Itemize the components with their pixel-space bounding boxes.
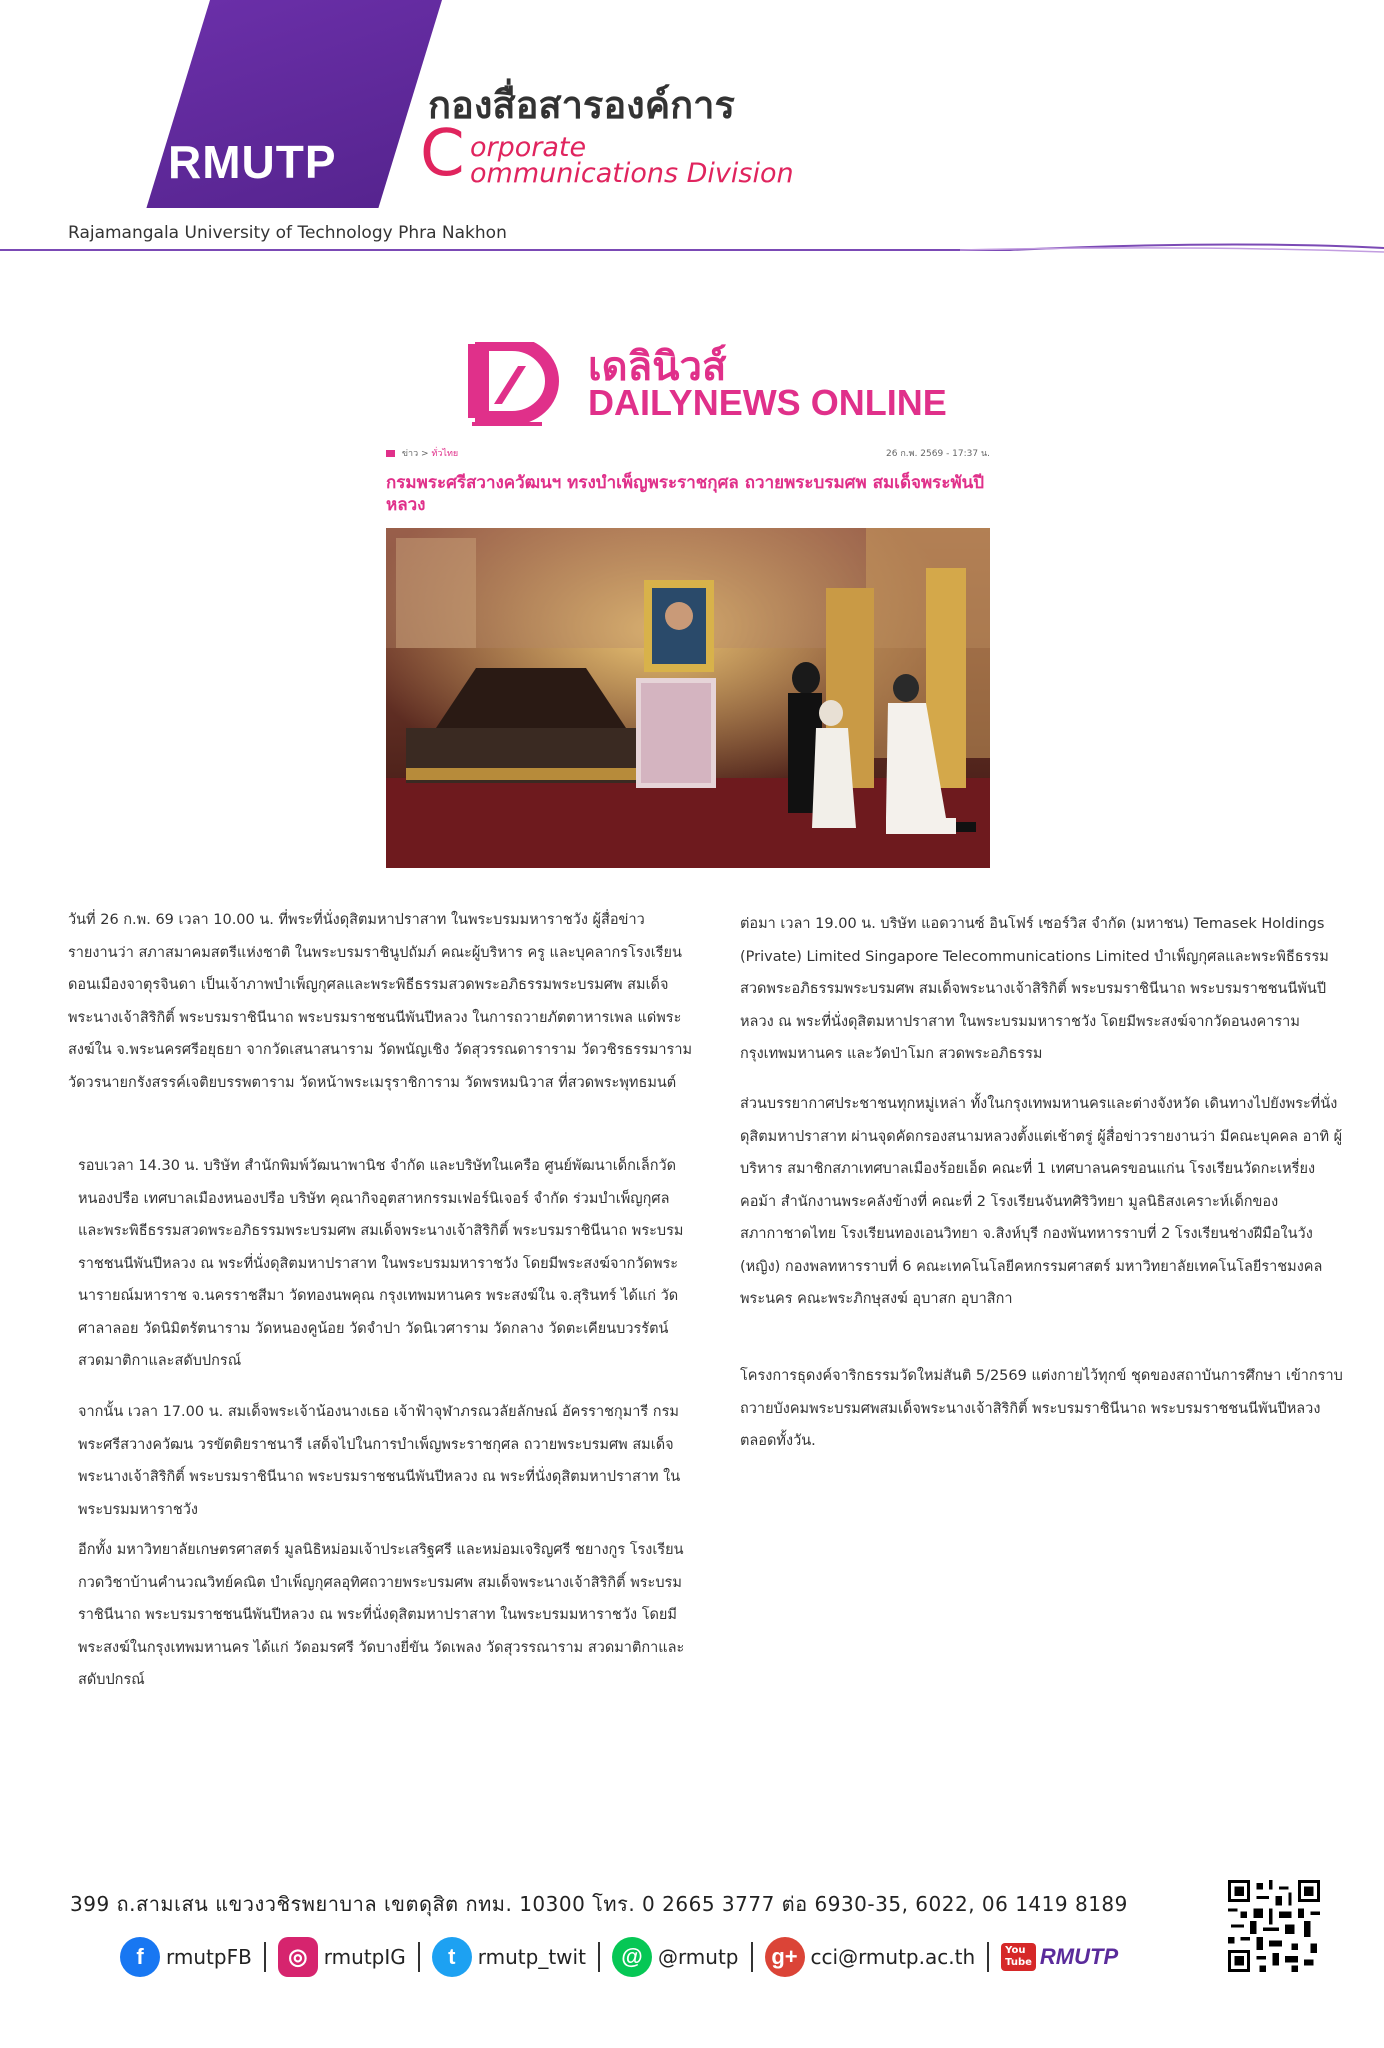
twitter-handle: rmutp_twit <box>477 1945 586 1969</box>
youtube-icon <box>1001 1943 1036 1971</box>
breadcrumb-category[interactable]: ทั่วไทย <box>431 449 459 459</box>
divider <box>264 1942 266 1972</box>
article-paragraph <box>68 904 694 1099</box>
divider <box>987 1942 989 1972</box>
division-name-thai: กองสื่อสารองค์การ <box>428 83 735 127</box>
paragraph-text: อีกทั้ง มหาวิทยาลัยเกษตรศาสตร์ มูลนิธิหม่อมเจ้าประเสริฐศรี และหม่อมเจริญศรี ชยางกูร โรงเรียนกวดวิชาบ้านคำนวณวิทย์คณิต บำเพ็ญกุศลอุทิศถวายพระบรมศพ สมเด็จพระนางเจ้าสิริกิติ์ พระบรมราชินีนาถ พระบรมราชชนนีพันปีหลวง ณ พระที่นั่งดุสิตมหาปราสาท ในพระบรมมหาราชวัง โดยมีพระสงฆ์ในกรุงเทพมหานคร ได้แก่ วัดอมรศรี วัดบางยี่ขัน วัดเพลง วัดสุวรรณาราม สวดมาติกาและสดับปกรณ์ <box>78 1542 685 1688</box>
line-handle: @rmutp <box>657 1945 739 1969</box>
divider <box>751 1942 753 1972</box>
line-link[interactable] <box>612 1937 739 1977</box>
letterhead <box>0 0 1384 260</box>
facebook-icon: f <box>120 1937 160 1977</box>
breadcrumb-separator: > <box>421 449 429 459</box>
email-address: cci@rmutp.ac.th <box>810 1945 976 1969</box>
article-paragraph <box>78 1396 694 1526</box>
instagram-link[interactable] <box>278 1937 406 1977</box>
footer-address: 399 ถ.สามเสน แขวงวชิรพยาบาล เขตดุสิต กทม. 10300 โทร. 0 2665 3777 ต่อ 6930-35, 6022, 06 1419 8189 <box>70 1892 1128 1916</box>
facebook-link[interactable] <box>120 1937 252 1977</box>
breadcrumb-home[interactable]: ข่าว <box>401 449 419 459</box>
article-paragraph <box>78 1150 694 1378</box>
twitter-icon: t <box>432 1937 472 1977</box>
twitter-link[interactable] <box>432 1937 586 1977</box>
youtube-icon-bottom: Tube <box>1005 1957 1032 1968</box>
breadcrumb <box>386 446 990 460</box>
header-swoosh <box>0 0 1384 260</box>
divider <box>598 1942 600 1972</box>
facebook-handle: rmutpFB <box>166 1945 252 1969</box>
social-links <box>120 1932 1118 1982</box>
university-name: Rajamangala University of Technology Phra Nakhon <box>68 223 507 243</box>
qr-code-icon[interactable] <box>1228 1880 1320 1972</box>
paragraph-text: วันที่ 26 ก.พ. 69 เวลา 10.00 น. ที่พระที่นั่งดุสิตมหาปราสาท ในพระบรมมหาราชวัง ผู้สื่อข่าวรายงานว่า สภาสมาคมสตรีแห่งชาติ ในพระบรมราชินูปถัมภ์ คณะผู้บริหาร ครู และบุคลากรโรงเรียนดอนเมืองจาตุรจินดา เป็นเจ้าภาพบำเพ็ญกุศลและพระพิธีธรรมสวดพระอภิธรรมพระบรมศพ สมเด็จพระนางเจ้าสิริกิติ์ พระบรมราชินีนาถ พระบรมราชชนนีพันปีหลวง ในการถวายภัตตาหารเพล แด่พระสงฆ์ใน จ.พระนครศรีอยุธยา จากวัดเสนาสนาราม วัดพนัญเชิง วัดสุวรรณดาราราม วัดวชิรธรรมาราม วัดวรนายกรังสรรค์เจติยบรรพตาราม วัดหน้าพระเมรุราชิการาม วัดพรหมนิวาส ที่สวดพระพุทธมนต์ <box>68 912 693 1091</box>
article-paragraph <box>78 1534 694 1697</box>
instagram-handle: rmutpIG <box>323 1945 406 1969</box>
source-name-thai: เดลินิวส์ <box>588 344 727 390</box>
line-icon: @ <box>612 1937 652 1977</box>
instagram-icon: ◎ <box>278 1937 318 1977</box>
article-date: 26 ก.พ. 2569 - 17:37 น. <box>886 449 990 459</box>
youtube-icon-top: You <box>1005 1945 1026 1956</box>
paragraph-text: ส่วนบรรยากาศประชาชนทุกหมู่เหล่า ทั้งในกรุงเทพมหานครและต่างจังหวัด เดินทางไปยังพระที่นั่งดุสิตมหาปราสาท ผ่านจุดคัดกรองสนามหลวงตั้งแต่เช้าตรู่ ผู้สื่อข่าวรายงานว่า มีคณะบุคคล อาทิ ผู้บริหาร สมาชิกสภาเทศบาลเมืองร้อยเอ็ด คณะที่ 1 เทศบาลนครขอนแก่น โรงเรียนวัดกะเหรี่ยงคอม้า สำนักงานพระคลังข้างที่ คณะที่ 2 โรงเรียนจันทศิริวิทยา มูลนิธิสงเคราะห์เด็กของสภากาชาดไทย โรงเรียนทองเอนวิทยา จ.สิงห์บุรี กองพันทหารราบที่ 2 โรงเรียนช่างฝีมือในวัง (หญิง) กองพลทหารราบที่ 6 คณะเทคโนโลยีคหกรรมศาสตร์ มหาวิทยาลัยเทคโนโลยีราชมงคลพระนคร คณะพระภิกษุสงฆ์ อุบาสก อุบาสิกา <box>740 1096 1343 1307</box>
divider <box>418 1942 420 1972</box>
paragraph-text: จากนั้น เวลา 17.00 น. สมเด็จพระเจ้าน้องนางเธอ เจ้าฟ้าจุฬาภรณวลัยลักษณ์ อัครราชกุมารี กรมพระศรีสวางควัฒน วรขัตติยราชนารี เสด็จไปในการบำเพ็ญพระราชกุศล ถวายพระบรมศพ สมเด็จพระนางเจ้าสิริกิติ์ พระบรมราชินีนาถ พระบรมราชชนนีพันปีหลวง ณ พระที่นั่งดุสิตมหาปราสาท ในพระบรมมหาราชวัง <box>78 1404 681 1518</box>
dailynews-logo-icon <box>466 342 562 428</box>
paragraph-text: โครงการธุดงค์จาริกธรรมวัดใหม่สันติ 5/2569 แต่งกายไว้ทุกข์ ชุดของสถาบันการศึกษา เข้ากราบถวายบังคมพระบรมศพสมเด็จพระนางเจ้าสิริกิติ์ พระบรมราชินีนาถ พระบรมราชชนนีพันปีหลวง ตลอดทั้งวัน. <box>740 1368 1343 1449</box>
paragraph-text: ต่อมา เวลา 19.00 น. บริษัท แอดวานซ์ อินโฟร์ เซอร์วิส จำกัด (มหาชน) Temasek Holdings (Private) Limited Singapore Telecommunications Limited บำเพ็ญกุศลและพระพิธีธรรมสวดพระอภิธรรมพระบรมศพ สมเด็จพระนางเจ้าสิริกิติ์ พระบรมราชินีนาถ พระบรมราชชนนีพันปีหลวง ณ พระที่นั่งดุสิตมหาปราสาท ในพระบรมมหาราชวัง โดยมีพระสงฆ์จากวัดอนงคาราม กรุงเทพมหานคร และวัดป่าโมก สวดพระอภิธรรม <box>740 916 1329 1062</box>
email-link[interactable] <box>765 1937 976 1977</box>
youtube-channel: RMUTP <box>1039 1944 1119 1969</box>
rmutp-logo: RMUTP <box>168 136 337 188</box>
youtube-link[interactable] <box>1001 1943 1118 1971</box>
division-initial: C <box>420 117 465 191</box>
division-name-en-line2: ommunications Division <box>470 158 794 189</box>
article-headline: กรมพระศรีสวางควัฒนฯ ทรงบำเพ็ญพระราชกุศล ถวายพระบรมศพ สมเด็จพระพันปีหลวง <box>386 473 985 515</box>
article-paragraph <box>740 1360 1350 1458</box>
source-name-english: DAILYNEWS ONLINE <box>588 382 947 423</box>
article-paragraph <box>740 1088 1350 1316</box>
home-icon <box>386 450 395 457</box>
article-paragraph <box>740 908 1350 1071</box>
paragraph-text: รอบเวลา 14.30 น. บริษัท สำนักพิมพ์วัฒนาพานิช จำกัด และบริษัทในเครือ ศูนย์พัฒนาเด็กเล็กวัดหนองปรือ เทศบาลเมืองหนองปรือ บริษัท คุณากิจอุตสาหกรรมเฟอร์นิเจอร์ จำกัด ร่วมบำเพ็ญกุศลและพระพิธีธรรมสวดพระอภิธรรมพระบรมศพ สมเด็จพระนางเจ้าสิริกิติ์ พระบรมราชินีนาถ พระบรมราชชนนีพันปีหลวง ณ พระที่นั่งดุสิตมหาปราสาท ในพระบรมมหาราชวัง โดยมีพระสงฆ์จากวัดพระนารายณ์มหาราช จ.นครราชสีมา วัดทองนพคุณ กรุงเทพมหานคร พระสงฆ์ใน จ.สุรินทร์ ได้แก่ วัดศาลาลอย วัดนิมิตรัตนาราม วัดหนองคูน้อย วัดจำปา วัดนิเวศาราม วัดกลาง วัดตะเคียนบวรรัตน์ สวดมาติกาและสดับปกรณ์ <box>78 1158 684 1369</box>
google-plus-icon: g+ <box>765 1937 805 1977</box>
division-name-en-line1: orporate <box>470 132 587 163</box>
article-photo <box>386 528 990 868</box>
